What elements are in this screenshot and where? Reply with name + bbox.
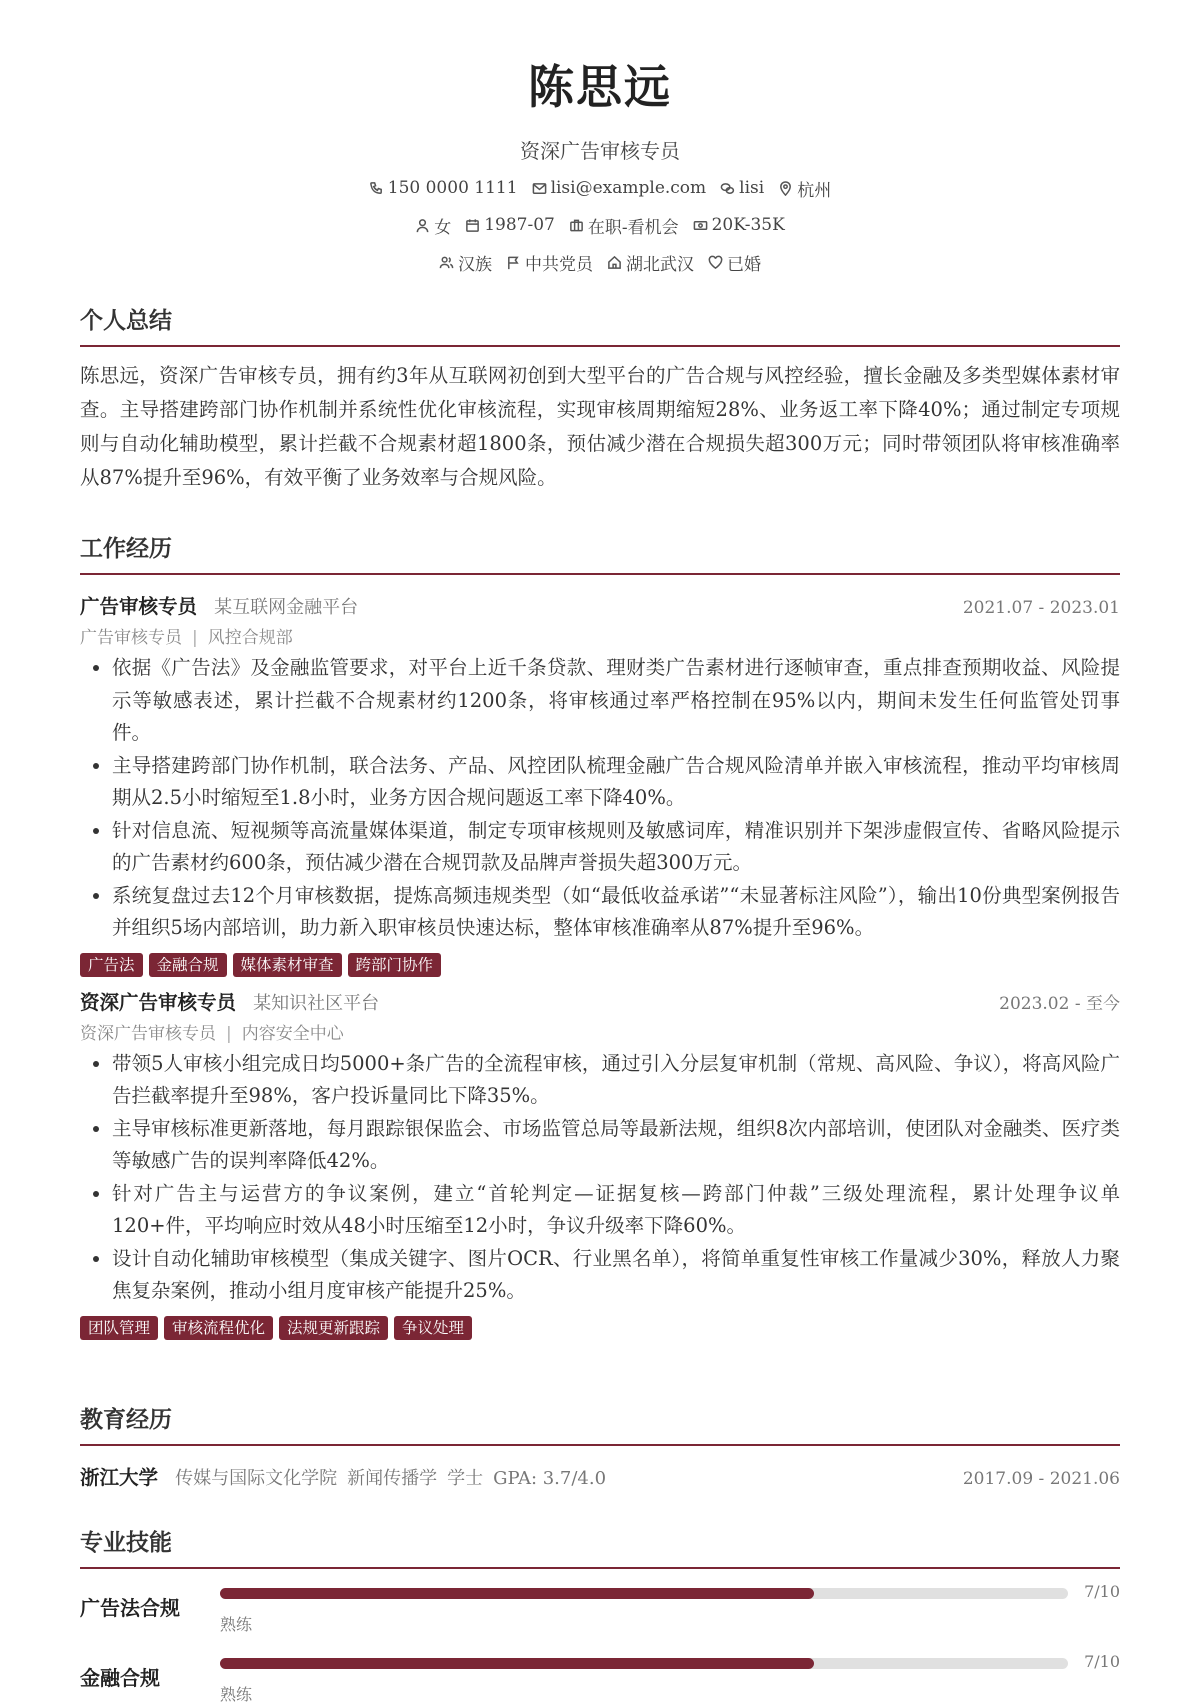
marital-text: 已婚 [727,254,761,275]
mail-icon [532,181,547,196]
money-icon [693,218,708,233]
skills-section [80,1524,1120,1704]
bullet-item: • 设计自动化辅助审核模型（集成关键字、图片OCR、行业黑名单），将简单重复性审核工作量减少30%，释放人力聚焦复杂案例，推动小组月度审核产能提升25%。 [112,1243,1120,1308]
job-tags [80,1316,1120,1340]
marital-item [708,250,761,275]
job-department: 内容安全中心 [241,1023,344,1044]
hometown-item [607,250,694,275]
separator: | [226,1023,232,1044]
flag-icon [506,255,521,270]
bullet-item: • 带领5人审核小组完成日均5000+条广告的全流程审核，通过引入分层复审机制（常规、高风险、争议），将高风险广告拦截率提升至98%，客户投诉量同比下降35%。 [112,1048,1120,1113]
job-role: 资深广告审核专员 [80,990,237,1014]
skill-bar-fill [220,1588,814,1599]
users-icon [439,255,454,270]
degree: 学士 [447,1468,484,1489]
skill-level: 熟练 [220,1615,253,1634]
birth-text: 1987-07 [484,215,555,236]
skill-tag: 团队管理 [80,1316,158,1340]
skill-name: 广告法合规 [80,1596,180,1620]
job-header [80,987,1120,1015]
education-info [80,1462,616,1490]
heart-icon [708,255,723,270]
city-text: 杭州 [797,180,832,201]
job-position: 广告审核专员 [80,628,182,648]
skill-tag: 媒体素材审查 [233,953,342,977]
summary-heading: 个人总结 [80,302,1120,347]
gender-item [415,213,451,238]
education-date: 2017.09 - 2021.06 [962,1469,1120,1489]
summary-text: 陈思远，资深广告审核专员，拥有约3年从互联网初创到大型平台的广告合规与风控经验，擅长金融及多类型媒体素材审查。主导搭建跨部门协作机制并系统性优化审核流程，实现审核周期缩短28%、业务返工率下降40%；通过制定专项规则与自动化辅助模型，累计拦截不合规素材超1800条，预估减少潜在合规损失超300万元；同时带领团队将审核准确率从87%提升至96%，有效平衡了业务效率与合规风险。 [80,364,1120,489]
phone-icon [369,181,384,196]
work-heading: 工作经历 [80,530,1120,575]
city-item [778,176,831,201]
job-department: 风控合规部 [207,628,293,648]
status-text: 在职-看机会 [587,217,679,238]
bullet-item: • 针对信息流、短视频等高流量媒体渠道，制定专项审核规则及敏感词库，精准识别并下架涉虚假宣传、省略风险提示的广告素材约600条，预估减少潜在合规罚款及品牌声誉损失超300万元。 [112,815,1120,880]
job-role: 广告审核专员 [80,595,198,618]
location-icon [778,181,793,196]
job-bullets [80,652,1120,945]
skill-level: 熟练 [220,1685,253,1704]
skill-bar-track [220,1588,1068,1599]
job-subtitle [80,1019,1120,1044]
job-subtitle [80,623,1120,648]
job-bullets [80,1048,1120,1308]
separator: | [192,628,198,648]
home-icon [607,255,622,270]
job-title-group [80,591,358,619]
summary-section [80,302,1120,495]
education-details [175,1468,616,1489]
job-company: 某知识社区平台 [253,992,380,1014]
major: 新闻传播学 [347,1468,438,1489]
job-tags [80,953,1120,977]
wechat-item [720,178,764,198]
skill-tag: 广告法 [80,953,143,977]
education-entry [80,1462,1120,1490]
bullet-item: • 主导搭建跨部门协作机制，联合法务、产品、风控团队梳理金融广告合规风险清单并嵌入审核流程，推动平均审核周期从2.5小时缩短至1.8小时，业务方因合规问题返工率下降40%。 [112,750,1120,815]
phone-text: 150 0000 1111 [387,178,518,199]
work-section [80,530,1120,1340]
wechat-icon [720,181,735,196]
candidate-title: 资深广告审核专员 [520,138,680,163]
bullet-item: • 依据《广告法》及金融监管要求，对平台上近千条贷款、理财类广告素材进行逐帧审查，重点排查预期收益、风险提示等敏感表述，累计拦截不合规素材约1200条，将审核通过率严格控制在95%以内，期间未发生任何监管处罚事件。 [112,652,1120,750]
job-position: 资深广告审核专员 [80,1023,216,1044]
personal-row [0,213,1200,238]
job-header [80,591,1120,619]
school-name: 浙江大学 [80,1466,159,1489]
birth-item [465,215,555,235]
skill-score: 7/10 [1084,1582,1120,1601]
job-entry [80,591,1120,977]
email-item [532,178,707,198]
calendar-icon [465,218,480,233]
skills-heading: 专业技能 [80,1524,1120,1569]
bullet-item: • 针对广告主与运营方的争议案例，建立“首轮判定—证据复核—跨部门仲裁”三级处理流程，累计处理争议单120+件，平均响应时效从48小时压缩至12小时，争议升级率下降60%。 [112,1178,1120,1243]
resume-header [0,0,1200,275]
background-row [0,250,1200,275]
job-entry [80,987,1120,1340]
college: 传媒与国际文化学院 [175,1468,338,1489]
job-title-group [80,987,379,1015]
job-date: 2021.07 - 2023.01 [962,598,1120,618]
contact-row [0,176,1200,201]
salary-item [693,215,785,235]
gender-text: 女 [434,217,452,238]
email-text: lisi@example.com [550,178,707,199]
phone-item [369,178,518,198]
job-company: 某互联网金融平台 [214,597,359,618]
status-item [569,213,679,238]
hometown-text: 湖北武汉 [626,254,694,275]
skill-tag: 审核流程优化 [164,1316,273,1340]
person-icon [415,218,430,233]
education-heading: 教育经历 [80,1401,1120,1446]
skill-bar-track [220,1658,1068,1669]
wechat-text: lisi [739,178,765,199]
ethnicity-item [439,250,492,275]
skill-tag: 争议处理 [394,1316,472,1340]
bullet-item: • 系统复盘过去12个月审核数据，提炼高频违规类型（如“最低收益承诺”“未显著标注风险”），输出10份典型案例报告并组织5场内部培训，助力新入职审核员快速达标，整体审核准确率从87%提升至96%。 [112,880,1120,945]
party-text: 中共党员 [525,254,593,275]
party-item [506,250,593,275]
gpa: GPA: 3.7/4.0 [493,1468,607,1489]
education-section [80,1401,1120,1490]
candidate-name: 陈思远 [528,60,672,114]
skill-tag: 金融合规 [149,953,227,977]
bullet-item: • 主导审核标准更新落地，每月跟踪银保监会、市场监管总局等最新法规，组织8次内部培训，使团队对金融类、医疗类等敏感广告的误判率降低42%。 [112,1113,1120,1178]
skill-name: 金融合规 [80,1666,160,1690]
skill-tag: 跨部门协作 [348,953,442,977]
skill-bar-fill [220,1658,814,1669]
salary-text: 20K-35K [711,215,785,236]
job-date: 2023.02 - 至今 [999,993,1120,1014]
skill-tag: 法规更新跟踪 [279,1316,388,1340]
briefcase-icon [569,218,584,233]
skill-score: 7/10 [1084,1652,1120,1671]
ethnicity-text: 汉族 [458,254,492,275]
